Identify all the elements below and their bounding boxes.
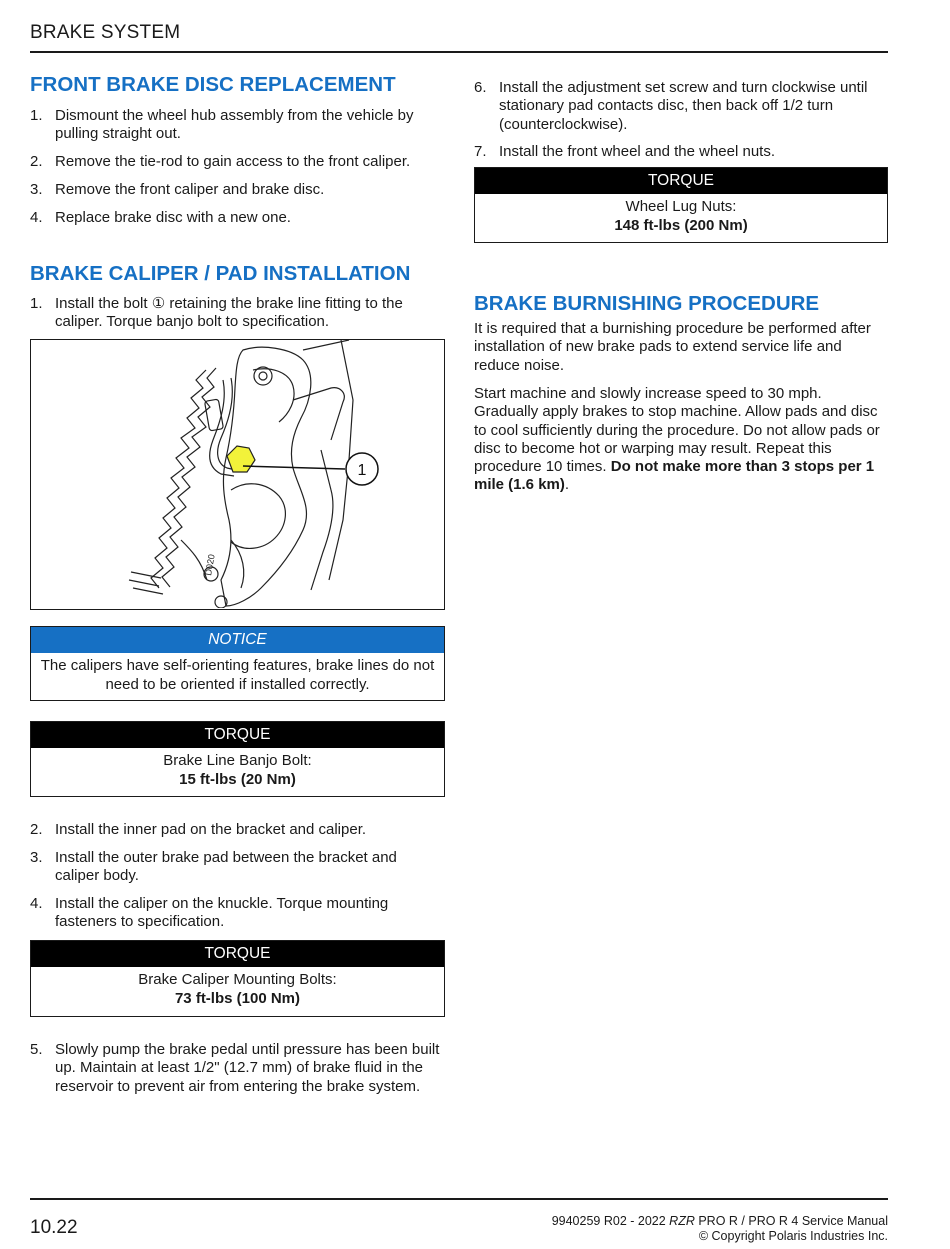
step-text: Install the caliper on the knuckle. Torque mounting fasteners to specification. [55,895,389,931]
list-item [30,153,445,171]
torque-value: 73 ft-lbs (100 Nm) [174,990,301,1007]
step-number: 2. [30,821,43,838]
step-number: 6. [474,79,487,96]
list-item [30,181,445,199]
burnish-warning: Do not make more than 3 stops per 1 mile (1.6 km) [474,458,875,494]
page-number: 10.22 [30,1217,78,1238]
step-number: 3. [30,849,43,866]
part-mark: D020 [203,553,217,577]
list-item [30,209,445,227]
torque-value: 15 ft-lbs (20 Nm) [179,771,296,788]
step-text: Install the outer brake pad between the bracket and caliper body. [55,849,397,885]
step-text: Remove the front caliper and brake disc. [55,181,325,198]
list-item [474,143,888,161]
step-number: 1. [30,295,43,312]
torque-label: TORQUE [31,941,444,967]
running-head: BRAKE SYSTEM [30,22,181,43]
burnish-paragraph-2 [474,385,888,495]
caliper-figure [30,339,445,610]
manual-title [552,1214,888,1229]
step-text: Replace brake disc with a new one. [55,209,291,226]
copyright: © Copyright Polaris Industries Inc. [698,1229,888,1243]
step-text: Install the bolt ① retaining the brake line fitting to the caliper. Torque banjo bolt to specification. [55,295,403,331]
list-item [30,1041,445,1096]
notice-box [30,626,445,701]
list-item [30,107,445,144]
torque-box [30,940,445,1017]
step-number: 1. [30,107,43,124]
manual-number: 9940259 R02 - 2022 [551,1214,670,1228]
torque-label: TORQUE [31,722,444,748]
step-number: 2. [30,153,43,170]
torque-body [475,194,887,239]
notice-text: The calipers have self-orienting features, brake lines do not need to be oriented if installed correctly. [40,657,435,693]
disc-section-title: FRONT BRAKE DISC REPLACEMENT [30,73,396,96]
notice-label: NOTICE [31,627,444,653]
knuckle-arm [293,340,349,590]
step-text: Slowly pump the brake pedal until pressure has been built up. Maintain at least 1/2" (12.7 mm) of brake fluid in the reservoir to prevent air from entering the brake system. [55,1041,440,1095]
header-rule [30,51,888,53]
torque-item: Brake Caliper Mounting Bolts: [138,971,337,988]
torque-body [31,748,444,793]
banjo-bolt-highlight [227,446,255,472]
torque-body [31,967,444,1012]
list-item [30,895,445,932]
caliper-body [221,347,311,606]
manual-name: PRO R / PRO R 4 Service Manual [694,1214,888,1228]
torque-item: Brake Line Banjo Bolt: [163,752,312,769]
footer-doc-info [552,1214,888,1244]
callout-leader [243,466,345,469]
step-number: 7. [474,143,487,160]
torque-label: TORQUE [475,168,887,194]
torque-value: 148 ft-lbs (200 Nm) [614,217,748,234]
burnish-text: Start machine and slowly increase speed to 30 mph. Gradually apply brakes to stop machine. Allow pads and disc to cool sufficiently during the procedure. Do not allow pads or disc to become hot or warping may result. Repeat this procedure 10 times. [474,385,880,476]
torque-box [474,167,888,243]
callout-number: 1 [357,462,367,479]
step-text: Install the adjustment set screw and turn clockwise until stationary pad contacts disc, then back off 1/2 turn (counterclockwise). [499,79,868,133]
step-number: 5. [30,1041,43,1058]
step-text: Dismount the wheel hub assembly from the vehicle by pulling straight out. [55,107,414,143]
step-text: Install the inner pad on the bracket and caliper. [55,821,367,838]
step-number: 4. [30,209,43,226]
model-name: RZR [669,1214,695,1228]
list-item [30,849,445,886]
burnish-paragraph-1: It is required that a burnishing procedure be performed after installation of new brake pads to extend service life and reduce noise. [474,320,871,374]
list-item [474,79,888,134]
footer-rule [30,1198,888,1200]
step-number: 4. [30,895,43,912]
list-item [30,295,445,332]
torque-item: Wheel Lug Nuts: [625,198,737,215]
caliper-illustration [31,340,443,608]
burnish-section-title: BRAKE BURNISHING PROCEDURE [474,292,820,315]
step-text: Remove the tie-rod to gain access to the front caliper. [55,153,411,170]
caliper-section-title: BRAKE CALIPER / PAD INSTALLATION [30,262,411,285]
torque-box [30,721,445,797]
rotor-edge [151,370,206,588]
step-text: Install the front wheel and the wheel nuts. [499,143,776,160]
list-item [30,821,445,839]
burnish-period: . [564,476,570,494]
step-number: 3. [30,181,43,198]
